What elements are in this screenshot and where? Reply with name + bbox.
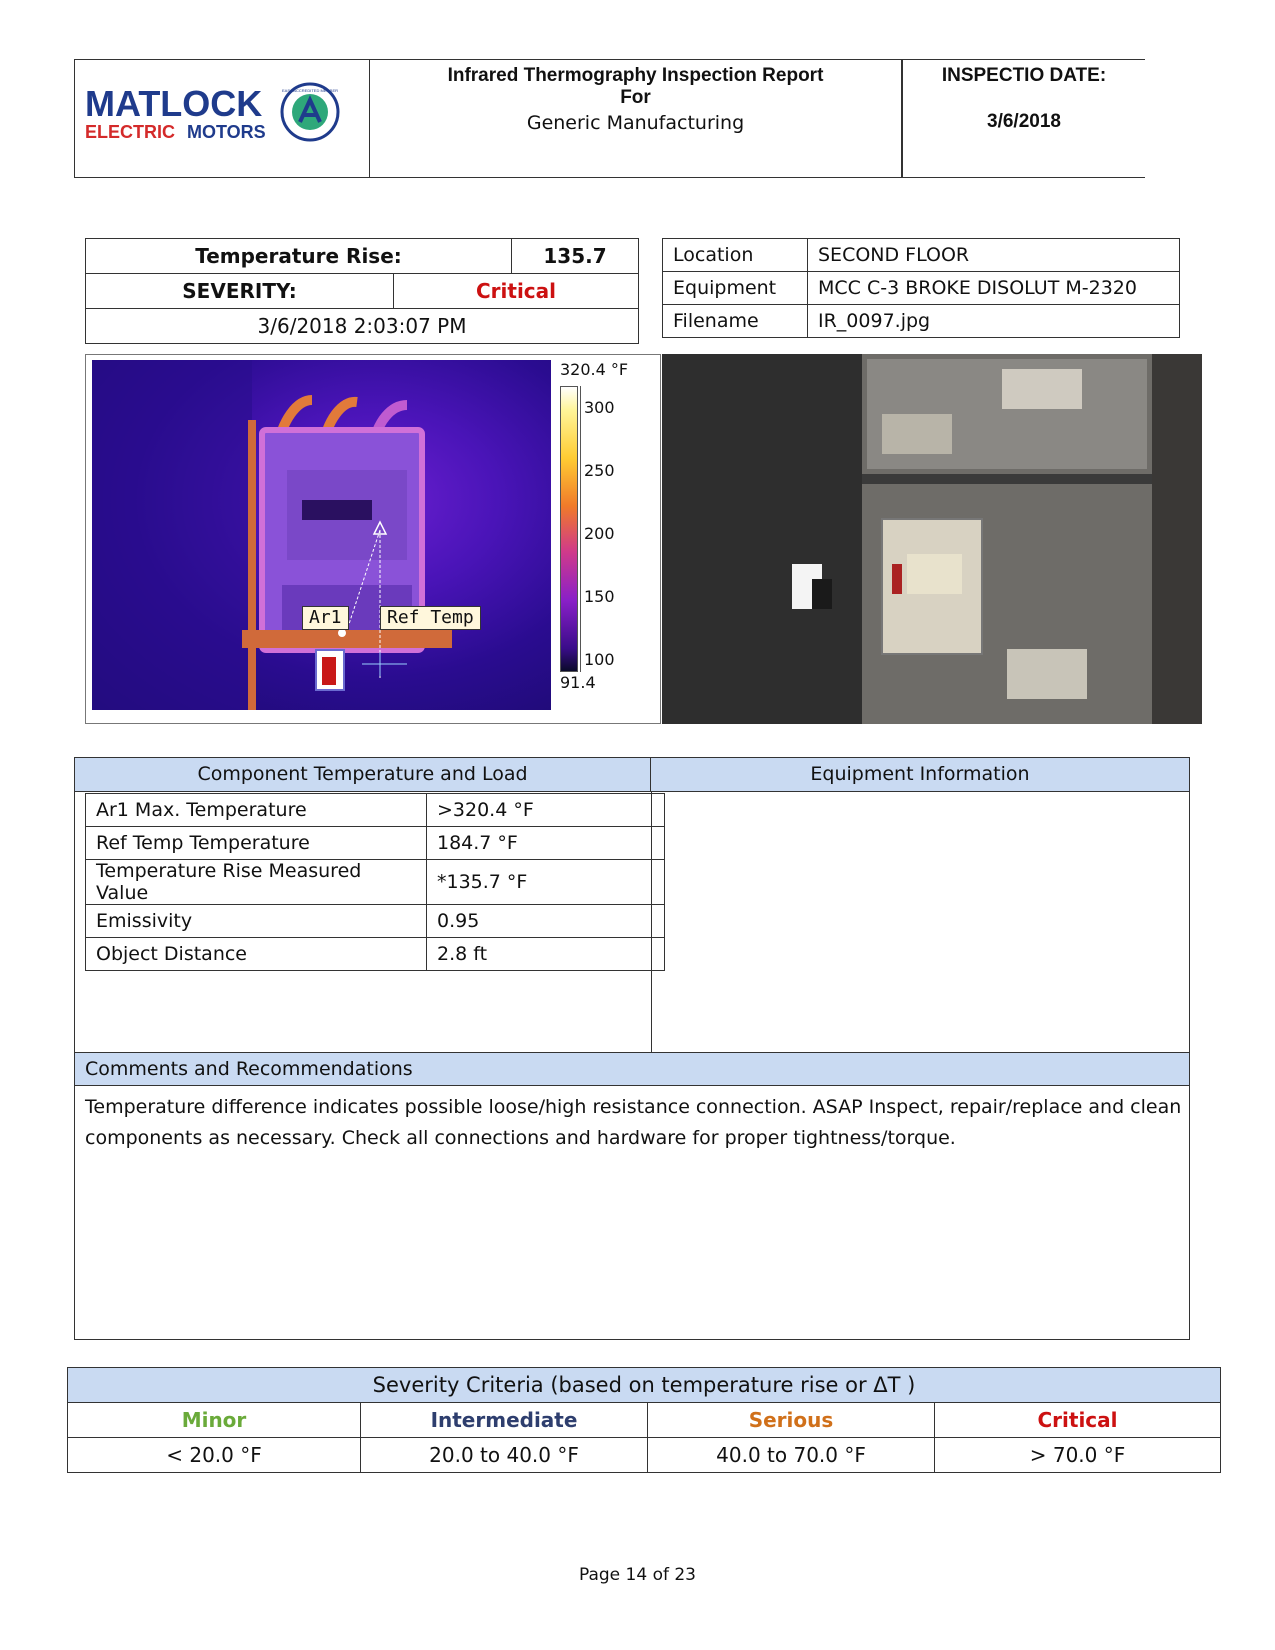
severity-names-row [68, 1403, 1221, 1438]
ref-temp-marker-label: Ref Temp [380, 606, 481, 630]
report-title: Infrared Thermography Inspection Report [447, 65, 824, 86]
scale-tick: 200 [584, 524, 615, 543]
equipment-info-body [652, 792, 1189, 1052]
component-header: Component Temperature and Load [75, 758, 651, 792]
component-value: 0.95 [427, 905, 665, 938]
color-scale-bar [560, 386, 578, 672]
comment-line: Temperature difference indicates possible loose/high resistance connection. ASAP Inspect, repair/replace and clean [85, 1096, 1182, 1118]
photo-scene [662, 354, 1202, 724]
component-label: Temperature Rise Measured Value [86, 860, 427, 905]
scale-tick: 250 [584, 461, 615, 480]
location-row [663, 239, 1180, 272]
table-row [86, 905, 665, 938]
header-date-cell [902, 59, 1145, 178]
table-row [86, 860, 665, 905]
thermal-scene [92, 360, 551, 710]
scale-tick: 300 [584, 398, 615, 417]
severity-level-minor: Minor [68, 1403, 361, 1438]
temp-rise-value: 135.7 [512, 239, 639, 274]
inspection-timestamp: 3/6/2018 2:03:07 PM [86, 309, 639, 344]
client-name: Generic Manufacturing [526, 112, 745, 134]
inspection-date-value: 3/6/2018 [987, 111, 1061, 132]
component-label: Ar1 Max. Temperature [86, 794, 427, 827]
thermal-image [92, 360, 551, 710]
severity-level-serious: Serious [648, 1403, 935, 1438]
equipment-row [663, 272, 1180, 305]
temperature-summary-table [85, 238, 639, 344]
inspection-date-label: INSPECTIO DATE: [941, 65, 1107, 86]
equipment-value: MCC C-3 BROKE DISOLUT M-2320 [808, 272, 1180, 305]
severity-criteria-header: Severity Criteria (based on temperature rise or ΔT ) [68, 1368, 1221, 1403]
component-label: Ref Temp Temperature [86, 827, 427, 860]
comments-body [85, 1092, 1185, 1154]
severity-range: > 70.0 °F [935, 1438, 1221, 1473]
component-table [85, 793, 665, 971]
comments-header: Comments and Recommendations [75, 1052, 1189, 1086]
component-value: >320.4 °F [427, 794, 665, 827]
logo-word-electric: ELECTRIC [85, 122, 175, 142]
filename-row [663, 305, 1180, 338]
report-title-for: For [620, 87, 651, 108]
severity-level-critical: Critical [935, 1403, 1221, 1438]
location-table [662, 238, 1180, 338]
scale-max-label: 320.4 °F [560, 360, 629, 379]
equipment-label: Equipment [663, 272, 808, 305]
location-label: Location [663, 239, 808, 272]
severity-level-intermediate: Intermediate [361, 1403, 648, 1438]
easa-seal-icon [282, 84, 338, 140]
location-value: SECOND FLOOR [808, 239, 1180, 272]
header-title-cell [369, 59, 902, 178]
ar1-marker-label: Ar1 [302, 606, 349, 630]
company-logo [85, 80, 345, 150]
component-value: 184.7 °F [427, 827, 665, 860]
scale-tick: 100 [584, 650, 615, 669]
logo-word-motors: MOTORS [187, 122, 266, 142]
table-row [86, 827, 665, 860]
severity-range: 20.0 to 40.0 °F [361, 1438, 648, 1473]
logo-word-top: MATLOCK [85, 83, 263, 124]
severity-range: < 20.0 °F [68, 1438, 361, 1473]
filename-label: Filename [663, 305, 808, 338]
severity-range: 40.0 to 70.0 °F [648, 1438, 935, 1473]
scale-min-label: 91.4 [560, 673, 596, 692]
header-logo-cell [74, 59, 369, 178]
table-row [86, 794, 665, 827]
seal-text: EASA ACCREDITED MEMBER [281, 88, 339, 93]
component-label: Object Distance [86, 938, 427, 971]
page-number: Page 14 of 23 [578, 1565, 697, 1585]
component-value: *135.7 °F [427, 860, 665, 905]
component-value: 2.8 ft [427, 938, 665, 971]
visible-photo [662, 354, 1202, 724]
temp-rise-label: Temperature Rise: [86, 239, 512, 274]
severity-label: SEVERITY: [86, 274, 394, 309]
filename-value: IR_0097.jpg [808, 305, 1180, 338]
equipment-info-header: Equipment Information [651, 758, 1189, 792]
severity-criteria-table [67, 1367, 1221, 1473]
comment-line: components as necessary. Check all connections and hardware for proper tightness/torque. [85, 1127, 956, 1149]
scale-tick: 150 [584, 587, 615, 606]
severity-ranges-row [68, 1438, 1221, 1473]
table-row [86, 938, 665, 971]
severity-value: Critical [394, 274, 639, 309]
component-label: Emissivity [86, 905, 427, 938]
